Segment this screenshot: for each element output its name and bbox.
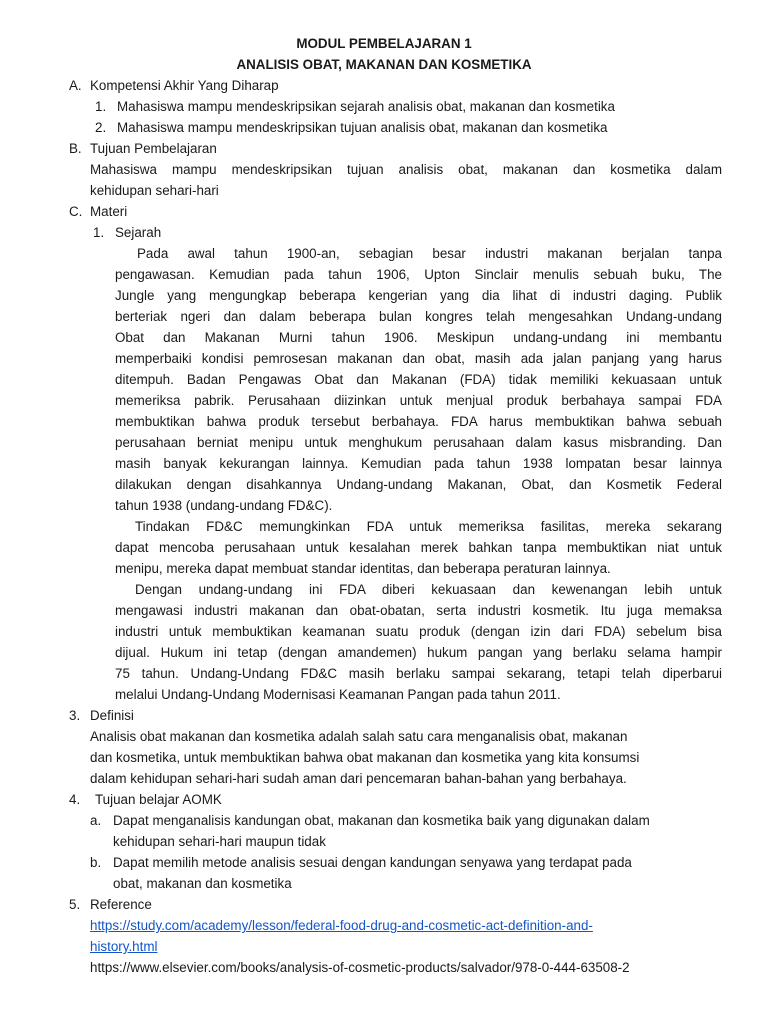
list-item-text: Dapat menganalisis kandungan obat, makanan dan kosmetika baik yang digunakan dalam bbox=[113, 813, 650, 828]
section-c-heading: Materi bbox=[90, 204, 128, 219]
subsection-heading: Sejarah bbox=[115, 225, 162, 240]
reference-link-study-continued[interactable]: history.html bbox=[90, 939, 158, 954]
section-a-marker: A. bbox=[69, 78, 82, 93]
paragraph-line: perusahaan berniat menipu untuk menghukum perusahaan dalam kasus misbranding. Dan bbox=[115, 435, 722, 450]
paragraph-line: menipu, mereka dapat membuat standar identitas, dan beberapa peraturan lainnya. bbox=[115, 561, 611, 576]
paragraph-line: dapat mencoba perusahaan untuk kesalahan merek bahkan tanpa membuktikan niat untuk bbox=[115, 540, 722, 555]
section-4-heading: Tujuan belajar AOMK bbox=[95, 792, 222, 807]
paragraph-line: memperbaiki kondisi pemrosesan makanan dan obat, masih ada jalan panjang yang harus bbox=[115, 351, 722, 366]
paragraph-line: pengawasan. Kemudian pada tahun 1906, Upton Sinclair menulis sebuah buku, The bbox=[115, 267, 722, 282]
paragraph-line: dijual. Hukum ini tetap (dengan amandemen) hukum pangan yang berlaku selama hampir bbox=[115, 645, 722, 660]
list-item-number: 1. bbox=[95, 99, 107, 114]
paragraph-line: dilakukan dengan disahkannya Undang-undang Makanan, Obat, dan Kosmetik Federal bbox=[115, 477, 722, 492]
section-a-heading: Kompetensi Akhir Yang Diharap bbox=[90, 78, 279, 93]
paragraph-line: 75 tahun. Undang-Undang FD&C masih berlaku sampai sekarang, tetapi telah diperbarui bbox=[115, 666, 722, 681]
section-b-heading: Tujuan Pembelajaran bbox=[90, 141, 217, 156]
paragraph-line: ditempuh. Badan Pengawas Obat dan Makanan (FDA) tidak memiliki kekuasaan untuk bbox=[115, 372, 722, 387]
list-item-text: Mahasiswa mampu mendeskripsikan tujuan analisis obat, makanan dan kosmetika bbox=[117, 120, 608, 135]
paragraph-line: Obat dan Makanan Murni tahun 1906. Meskipun undang-undang ini membantu bbox=[115, 330, 722, 345]
list-item-text: Dapat memilih metode analisis sesuai dengan kandungan senyawa yang terdapat pada bbox=[113, 855, 632, 870]
section-3-heading: Definisi bbox=[90, 708, 134, 723]
section-5-heading: Reference bbox=[90, 897, 152, 912]
paragraph-line: Mahasiswa mampu mendeskripsikan tujuan analisis obat, makanan dan kosmetika dalam bbox=[90, 162, 722, 177]
paragraph-line: Analisis obat makanan dan kosmetika adalah salah satu cara menganalisis obat, makanan bbox=[90, 729, 628, 744]
section-4-number: 4. bbox=[69, 792, 81, 807]
list-item-marker: b. bbox=[90, 855, 102, 870]
list-item-number: 2. bbox=[95, 120, 107, 135]
paragraph-line: Pada awal tahun 1900-an, sebagian besar industri makanan berjalan tanpa bbox=[137, 246, 722, 261]
paragraph-line: Dengan undang-undang ini FDA diberi kekuasaan dan kewenangan lebih untuk bbox=[135, 582, 722, 597]
paragraph-line: Jungle yang mengungkap beberapa kengerian yang dia lihat di industri daging. Publik bbox=[115, 288, 722, 303]
reference-link-study[interactable]: https://study.com/academy/lesson/federal-food-drug-and-cosmetic-act-definition-and- bbox=[90, 918, 593, 933]
section-3-number: 3. bbox=[69, 708, 81, 723]
paragraph-line: industri untuk membuktikan keamanan suatu produk (dengan izin dari FDA) sebelum bisa bbox=[115, 624, 722, 639]
module-title: MODUL PEMBELAJARAN 1 bbox=[296, 36, 472, 51]
paragraph-line: dan kosmetika, untuk membuktikan bahwa obat makanan dan kosmetika yang kita konsumsi bbox=[90, 750, 640, 765]
module-subtitle: ANALISIS OBAT, MAKANAN DAN KOSMETIKA bbox=[236, 57, 532, 72]
paragraph-line: memeriksa pabrik. Perusahaan diizinkan untuk menjual produk berbahaya sampai FDA bbox=[115, 393, 722, 408]
paragraph-line: masih banyak kekurangan lainnya. Kemudian pada tahun 1938 lompatan besar lainnya bbox=[115, 456, 722, 471]
section-c-marker: C. bbox=[69, 204, 83, 219]
paragraph-line: membuktikan bahwa produk tersebut berbahaya. FDA harus membuktikan bahwa sebuah bbox=[115, 414, 722, 429]
paragraph-line: dalam kehidupan sehari-hari sudah aman dari pencemaran bahan-bahan yang berbahaya. bbox=[90, 771, 627, 786]
paragraph-line: tahun 1938 (undang-undang FD&C). bbox=[115, 498, 333, 513]
paragraph-line: berteriak ngeri dan dalam beberapa bulan kongres telah mengesahkan Undang-undang bbox=[115, 309, 722, 324]
subsection-number: 1. bbox=[93, 225, 105, 240]
reference-elsevier: https://www.elsevier.com/books/analysis-of-cosmetic-products/salvador/978-0-444-63508-2 bbox=[90, 960, 630, 975]
paragraph-line: kehidupan sehari-hari bbox=[90, 183, 219, 198]
paragraph-line: melalui Undang-Undang Modernisasi Keamanan Pangan pada tahun 2011. bbox=[115, 687, 561, 702]
paragraph-line: Tindakan FD&C memungkinkan FDA untuk memeriksa fasilitas, mereka sekarang bbox=[135, 519, 722, 534]
section-5-number: 5. bbox=[69, 897, 81, 912]
list-item-text: obat, makanan dan kosmetika bbox=[113, 876, 292, 891]
paragraph-line: mengawasi industri makanan dan obat-obatan, serta industri kosmetik. Itu juga memaksa bbox=[115, 603, 722, 618]
list-item-text: kehidupan sehari-hari maupun tidak bbox=[113, 834, 326, 849]
list-item-text: Mahasiswa mampu mendeskripsikan sejarah analisis obat, makanan dan kosmetika bbox=[117, 99, 615, 114]
section-b-marker: B. bbox=[69, 141, 82, 156]
list-item-marker: a. bbox=[90, 813, 102, 828]
